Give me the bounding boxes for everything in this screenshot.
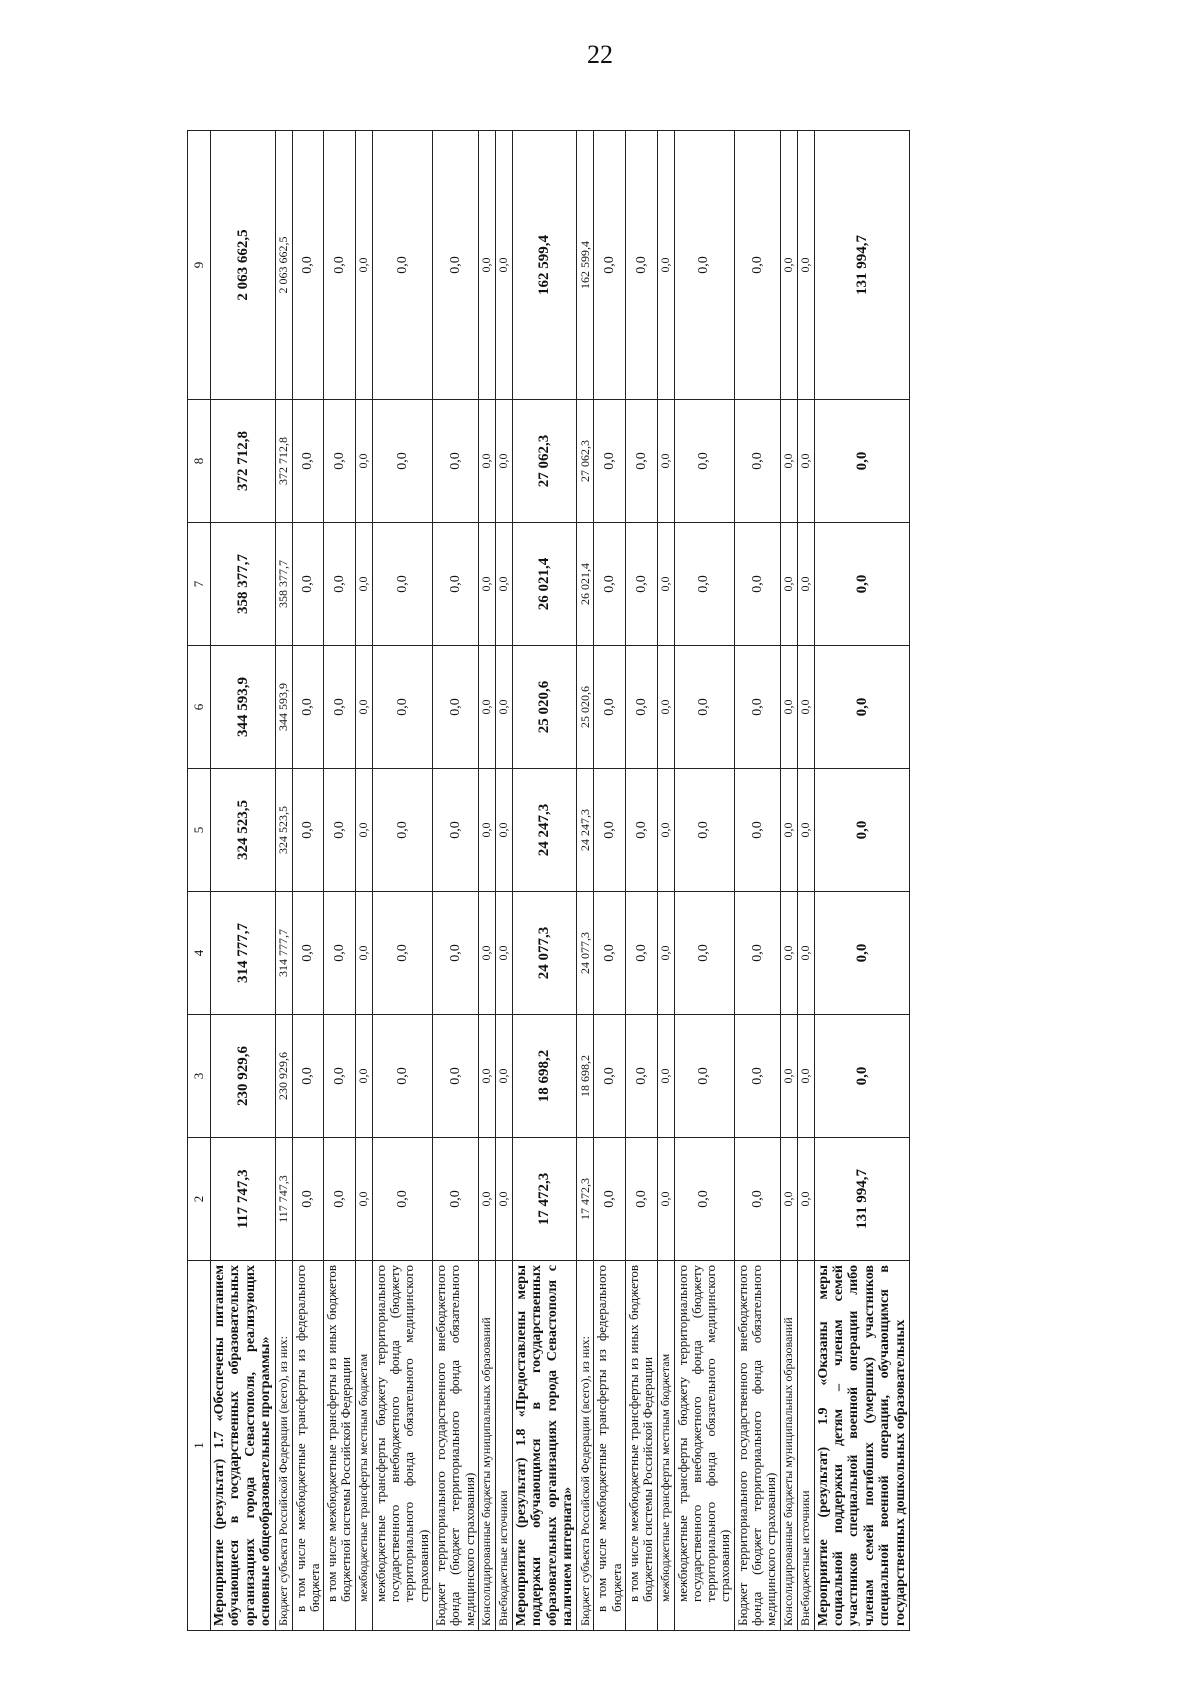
table-row bbox=[495, 131, 512, 1631]
value-cell: 0,0 bbox=[324, 523, 356, 646]
value-cell: 0,0 bbox=[780, 646, 797, 769]
value-cell: 131 994,7 bbox=[814, 131, 909, 400]
value-cell: 27 062,3 bbox=[577, 400, 594, 523]
value-cell: 25 020,6 bbox=[512, 646, 577, 769]
value-cell: 0,0 bbox=[495, 131, 512, 400]
row-label: Мероприятие (результат) 1.8 «Предоставлены меры поддержки обучающимся в государственных образовательных организациях города Севастополя с наличием интерната» bbox=[512, 1261, 577, 1631]
value-cell: 0,0 bbox=[432, 769, 478, 892]
value-cell: 0,0 bbox=[478, 1138, 495, 1261]
value-cell: 0,0 bbox=[734, 1138, 780, 1261]
value-cell: 358 377,7 bbox=[211, 523, 276, 646]
value-cell: 372 712,8 bbox=[211, 400, 276, 523]
value-cell: 0,0 bbox=[495, 646, 512, 769]
table-row bbox=[372, 131, 432, 1631]
value-cell: 0,0 bbox=[780, 523, 797, 646]
value-cell: 117 747,3 bbox=[211, 1138, 276, 1261]
value-cell: 0,0 bbox=[355, 892, 372, 1015]
budget-table bbox=[187, 130, 910, 1631]
value-cell: 358 377,7 bbox=[275, 523, 292, 646]
table-row bbox=[432, 131, 478, 1631]
value-cell: 0,0 bbox=[372, 769, 432, 892]
column-number-9: 9 bbox=[188, 131, 211, 400]
value-cell: 0,0 bbox=[674, 1138, 734, 1261]
value-cell: 0,0 bbox=[432, 892, 478, 1015]
value-cell: 0,0 bbox=[674, 1015, 734, 1138]
value-cell: 18 698,2 bbox=[577, 1015, 594, 1138]
value-cell: 0,0 bbox=[734, 646, 780, 769]
row-label: в том числе межбюджетные трансферты из федерального бюджета bbox=[594, 1261, 626, 1631]
value-cell: 0,0 bbox=[814, 1015, 909, 1138]
table-row bbox=[797, 131, 814, 1631]
value-cell: 0,0 bbox=[674, 523, 734, 646]
value-cell: 0,0 bbox=[355, 1138, 372, 1261]
value-cell: 324 523,5 bbox=[211, 769, 276, 892]
value-cell: 27 062,3 bbox=[512, 400, 577, 523]
row-label: межбюджетные трансферты бюджету территориального государственного внебюджетного фонда (бюджету территориального фонда обязательного медицинского страхования) bbox=[674, 1261, 734, 1631]
value-cell: 0,0 bbox=[495, 523, 512, 646]
value-cell: 0,0 bbox=[372, 523, 432, 646]
value-cell: 0,0 bbox=[594, 1015, 626, 1138]
table-row bbox=[577, 131, 594, 1631]
value-cell: 131 994,7 bbox=[814, 1138, 909, 1261]
value-cell: 0,0 bbox=[674, 892, 734, 1015]
table-row bbox=[594, 131, 626, 1631]
value-cell: 0,0 bbox=[594, 523, 626, 646]
value-cell: 0,0 bbox=[495, 1015, 512, 1138]
value-cell: 0,0 bbox=[657, 523, 674, 646]
value-cell: 0,0 bbox=[657, 1138, 674, 1261]
value-cell: 2 063 662,5 bbox=[275, 131, 292, 400]
value-cell: 0,0 bbox=[432, 1138, 478, 1261]
value-cell: 0,0 bbox=[372, 892, 432, 1015]
value-cell: 230 929,6 bbox=[275, 1015, 292, 1138]
value-cell: 26 021,4 bbox=[512, 523, 577, 646]
value-cell: 0,0 bbox=[594, 1138, 626, 1261]
value-cell: 24 247,3 bbox=[512, 769, 577, 892]
row-label: межбюджетные трансферты бюджету территориального государственного внебюджетного фонда (бюджету территориального фонда обязательного медицинского страхования) bbox=[372, 1261, 432, 1631]
table-row bbox=[478, 131, 495, 1631]
value-cell: 0,0 bbox=[797, 892, 814, 1015]
value-cell: 0,0 bbox=[625, 769, 657, 892]
row-label: Бюджет территориального государственного внебюджетного фонда (бюджет территориального фонда обязательного медицинского страхования) bbox=[432, 1261, 478, 1631]
value-cell: 0,0 bbox=[355, 131, 372, 400]
value-cell: 0,0 bbox=[372, 400, 432, 523]
value-cell: 0,0 bbox=[780, 131, 797, 400]
value-cell: 372 712,8 bbox=[275, 400, 292, 523]
value-cell: 0,0 bbox=[324, 646, 356, 769]
value-cell: 0,0 bbox=[372, 1138, 432, 1261]
value-cell: 0,0 bbox=[657, 1015, 674, 1138]
value-cell: 0,0 bbox=[495, 769, 512, 892]
value-cell: 314 777,7 bbox=[211, 892, 276, 1015]
value-cell: 0,0 bbox=[594, 769, 626, 892]
value-cell: 344 593,9 bbox=[211, 646, 276, 769]
value-cell: 344 593,9 bbox=[275, 646, 292, 769]
value-cell: 0,0 bbox=[674, 400, 734, 523]
value-cell: 0,0 bbox=[625, 523, 657, 646]
value-cell: 162 599,4 bbox=[512, 131, 577, 400]
column-number-6: 6 bbox=[188, 646, 211, 769]
value-cell: 0,0 bbox=[478, 892, 495, 1015]
value-cell: 0,0 bbox=[797, 646, 814, 769]
row-label: Мероприятие (результат) 1.9 «Оказаны меры социальной поддержки детям – членам семей участников специальной военной операции либо членам семей погибших (умерших) участников специальной военной операции, обучающимся в государственных дошкольных образовательных bbox=[814, 1261, 909, 1631]
row-label: в том числе межбюджетные трансферты из федерального бюджета bbox=[292, 1261, 324, 1631]
row-label: межбюджетные трансферты местным бюджетам bbox=[355, 1261, 372, 1631]
value-cell: 0,0 bbox=[594, 131, 626, 400]
value-cell: 0,0 bbox=[780, 892, 797, 1015]
value-cell: 0,0 bbox=[625, 1015, 657, 1138]
table-row bbox=[780, 131, 797, 1631]
value-cell: 0,0 bbox=[355, 646, 372, 769]
value-cell: 0,0 bbox=[657, 646, 674, 769]
value-cell: 0,0 bbox=[324, 1015, 356, 1138]
row-label: Консолидированные бюджеты муниципальных образований bbox=[780, 1261, 797, 1631]
value-cell: 0,0 bbox=[657, 400, 674, 523]
value-cell: 0,0 bbox=[324, 131, 356, 400]
row-label: Консолидированные бюджеты муниципальных образований bbox=[478, 1261, 495, 1631]
value-cell: 0,0 bbox=[355, 769, 372, 892]
row-label: в том числе межбюджетные трансферты из иных бюджетов бюджетной системы Российской Федерации bbox=[625, 1261, 657, 1631]
value-cell: 25 020,6 bbox=[577, 646, 594, 769]
row-label: Внебюджетные источники bbox=[797, 1261, 814, 1631]
value-cell: 0,0 bbox=[478, 523, 495, 646]
table-row bbox=[292, 131, 324, 1631]
column-number-8: 8 bbox=[188, 400, 211, 523]
value-cell: 0,0 bbox=[324, 892, 356, 1015]
value-cell: 0,0 bbox=[734, 131, 780, 400]
row-label: Мероприятие (результат) 1.7 «Обеспечены питанием обучающиеся в государственных образовательных организациях города Севастополя, реализующих основные общеобразовательные программы» bbox=[211, 1261, 276, 1631]
column-number-1: 1 bbox=[188, 1261, 211, 1631]
value-cell: 0,0 bbox=[814, 646, 909, 769]
value-cell: 0,0 bbox=[324, 1138, 356, 1261]
value-cell: 0,0 bbox=[355, 400, 372, 523]
value-cell: 0,0 bbox=[780, 769, 797, 892]
row-label: Бюджет субъекта Российской Федерации (всего), из них: bbox=[275, 1261, 292, 1631]
value-cell: 314 777,7 bbox=[275, 892, 292, 1015]
value-cell: 0,0 bbox=[625, 1138, 657, 1261]
value-cell: 0,0 bbox=[355, 1015, 372, 1138]
value-cell: 0,0 bbox=[625, 892, 657, 1015]
value-cell: 0,0 bbox=[625, 400, 657, 523]
value-cell: 0,0 bbox=[594, 892, 626, 1015]
value-cell: 17 472,3 bbox=[512, 1138, 577, 1261]
value-cell: 0,0 bbox=[780, 1015, 797, 1138]
value-cell: 0,0 bbox=[432, 400, 478, 523]
value-cell: 0,0 bbox=[814, 400, 909, 523]
table-row bbox=[814, 131, 909, 1631]
value-cell: 230 929,6 bbox=[211, 1015, 276, 1138]
value-cell: 24 247,3 bbox=[577, 769, 594, 892]
value-cell: 0,0 bbox=[495, 1138, 512, 1261]
value-cell: 0,0 bbox=[495, 892, 512, 1015]
table-row bbox=[625, 131, 657, 1631]
value-cell: 0,0 bbox=[495, 400, 512, 523]
value-cell: 0,0 bbox=[797, 523, 814, 646]
value-cell: 0,0 bbox=[478, 1015, 495, 1138]
value-cell: 0,0 bbox=[657, 131, 674, 400]
row-label: Внебюджетные источники bbox=[495, 1261, 512, 1631]
column-number-7: 7 bbox=[188, 523, 211, 646]
rotated-table-container bbox=[187, 131, 1087, 1631]
value-cell: 0,0 bbox=[478, 646, 495, 769]
value-cell: 26 021,4 bbox=[577, 523, 594, 646]
value-cell: 0,0 bbox=[594, 646, 626, 769]
value-cell: 0,0 bbox=[292, 400, 324, 523]
value-cell: 0,0 bbox=[674, 131, 734, 400]
column-number-row bbox=[188, 131, 211, 1631]
value-cell: 0,0 bbox=[734, 400, 780, 523]
value-cell: 0,0 bbox=[324, 769, 356, 892]
value-cell: 162 599,4 bbox=[577, 131, 594, 400]
value-cell: 0,0 bbox=[625, 646, 657, 769]
row-label: в том числе межбюджетные трансферты из иных бюджетов бюджетной системы Российской Федерации bbox=[324, 1261, 356, 1631]
value-cell: 0,0 bbox=[814, 892, 909, 1015]
table-row bbox=[734, 131, 780, 1631]
value-cell: 0,0 bbox=[814, 769, 909, 892]
value-cell: 0,0 bbox=[432, 523, 478, 646]
value-cell: 0,0 bbox=[734, 769, 780, 892]
value-cell: 0,0 bbox=[657, 769, 674, 892]
column-number-4: 4 bbox=[188, 892, 211, 1015]
value-cell: 0,0 bbox=[797, 1015, 814, 1138]
value-cell: 0,0 bbox=[814, 523, 909, 646]
table-body bbox=[211, 131, 910, 1631]
column-number-5: 5 bbox=[188, 769, 211, 892]
value-cell: 0,0 bbox=[478, 131, 495, 400]
value-cell: 0,0 bbox=[432, 1015, 478, 1138]
page-number: 22 bbox=[587, 40, 613, 69]
value-cell: 324 523,5 bbox=[275, 769, 292, 892]
value-cell: 117 747,3 bbox=[275, 1138, 292, 1261]
value-cell: 0,0 bbox=[674, 646, 734, 769]
table-row bbox=[275, 131, 292, 1631]
value-cell: 0,0 bbox=[432, 646, 478, 769]
value-cell: 0,0 bbox=[355, 523, 372, 646]
value-cell: 0,0 bbox=[292, 1138, 324, 1261]
value-cell: 24 077,3 bbox=[512, 892, 577, 1015]
table-row bbox=[657, 131, 674, 1631]
table-row bbox=[324, 131, 356, 1631]
value-cell: 0,0 bbox=[478, 400, 495, 523]
table-row bbox=[355, 131, 372, 1631]
value-cell: 0,0 bbox=[734, 892, 780, 1015]
table-row bbox=[512, 131, 577, 1631]
value-cell: 0,0 bbox=[734, 1015, 780, 1138]
value-cell: 0,0 bbox=[292, 131, 324, 400]
value-cell: 2 063 662,5 bbox=[211, 131, 276, 400]
value-cell: 0,0 bbox=[324, 400, 356, 523]
row-label: Бюджет территориального государственного внебюджетного фонда (бюджет территориального фонда обязательного медицинского страхования) bbox=[734, 1261, 780, 1631]
value-cell: 0,0 bbox=[657, 892, 674, 1015]
value-cell: 0,0 bbox=[292, 892, 324, 1015]
table-row bbox=[674, 131, 734, 1631]
value-cell: 0,0 bbox=[797, 1138, 814, 1261]
value-cell: 0,0 bbox=[372, 131, 432, 400]
table-row bbox=[211, 131, 276, 1631]
row-label: межбюджетные трансферты местным бюджетам bbox=[657, 1261, 674, 1631]
value-cell: 0,0 bbox=[292, 646, 324, 769]
value-cell: 0,0 bbox=[432, 131, 478, 400]
value-cell: 0,0 bbox=[797, 400, 814, 523]
value-cell: 17 472,3 bbox=[577, 1138, 594, 1261]
value-cell: 0,0 bbox=[372, 646, 432, 769]
value-cell: 0,0 bbox=[625, 131, 657, 400]
value-cell: 0,0 bbox=[372, 1015, 432, 1138]
column-number-2: 2 bbox=[188, 1138, 211, 1261]
column-number-3: 3 bbox=[188, 1015, 211, 1138]
value-cell: 0,0 bbox=[674, 769, 734, 892]
value-cell: 0,0 bbox=[292, 769, 324, 892]
value-cell: 0,0 bbox=[292, 523, 324, 646]
value-cell: 0,0 bbox=[734, 523, 780, 646]
value-cell: 0,0 bbox=[797, 769, 814, 892]
value-cell: 0,0 bbox=[594, 400, 626, 523]
value-cell: 24 077,3 bbox=[577, 892, 594, 1015]
value-cell: 0,0 bbox=[780, 400, 797, 523]
value-cell: 0,0 bbox=[797, 131, 814, 400]
value-cell: 18 698,2 bbox=[512, 1015, 577, 1138]
value-cell: 0,0 bbox=[478, 769, 495, 892]
value-cell: 0,0 bbox=[292, 1015, 324, 1138]
value-cell: 0,0 bbox=[780, 1138, 797, 1261]
row-label: Бюджет субъекта Российской Федерации (всего), из них: bbox=[577, 1261, 594, 1631]
